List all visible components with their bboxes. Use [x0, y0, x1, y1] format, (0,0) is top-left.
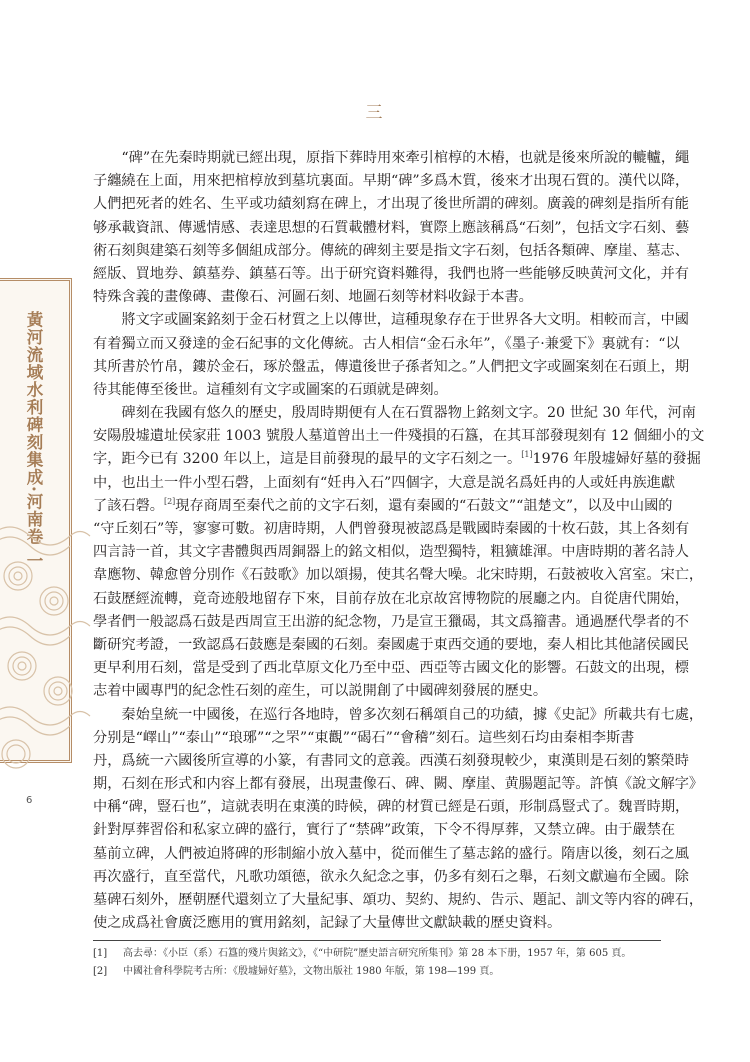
text-segment: 1976 年殷墟婦好墓的發掘	[532, 451, 701, 468]
text-line: 待其能傳至後世。這種刻有文字或圖案的石頭就是碑刻。	[93, 381, 448, 398]
text-line	[93, 448, 701, 471]
text-line: 丹，爲統一六國後所宣導的小篆，有書同文的意義。西漢石刻發現較少，東漢則是石刻的繁榮時	[93, 752, 689, 769]
text-line: 子纏繞在上面，用來把棺椁放到墓坑裏面。早期“碑”多爲木質，後來才出現石質的。漢代以降，	[93, 173, 690, 190]
paragraph	[93, 402, 705, 703]
footnote	[93, 963, 661, 981]
text-line	[93, 495, 673, 518]
text-segment: 現存商周至秦代之前的文字石刻，還有秦國的“石鼓文”“詛楚文”，以及中山國的	[175, 497, 673, 514]
paragraph	[93, 704, 704, 936]
section-number: 三	[365, 103, 385, 123]
text-line: 期，石刻在形式和内容上都有發展，出現畫像石、碑、闕、摩崖、黄腸題記等。許慎《說文解字》	[93, 776, 704, 793]
spine-title: 黃河流域水利碑刻集成·河南卷 一	[24, 311, 43, 570]
text-line: 使之成爲社會廣泛應用的實用銘刻，記録了大量傳世文獻缺載的歷史資料。	[93, 915, 562, 932]
footnote-mark: [2]	[93, 966, 108, 977]
text-line: 中，也出土一件小型石磬，上面刻有“妊冉入石”四個字，大意是説名爲妊冉的人或妊冉族進獻	[93, 474, 676, 491]
paragraph	[93, 147, 690, 309]
text-segment: 了該石磬。	[93, 497, 164, 514]
text-line: 經版、買地券、鎮墓券、鎮墓石等。出于研究資料難得，我們也將一些能够反映黄河文化，并有	[93, 265, 689, 282]
footnotes	[93, 945, 661, 981]
text-line: “碑”在先秦時期就已經出現，原指下葬時用來牽引棺椁的木樁，也就是後來所說的轆轤，繩	[93, 150, 690, 166]
text-line: 再次盛行，直至當代，凡歌功頌德，欲永久紀念之事，仍多有刻石之舉，石刻文獻遍布全國。除	[93, 868, 689, 885]
text-line: 人們把死者的姓名、生平或功績刻寫在碑上，才出現了後世所謂的碑刻。廣義的碑刻是指所有能	[93, 196, 689, 213]
text-line: 將文字或圖案銘刻于金石材質之上以傳世，這種現象存在于世界各大文明。相較而言，中國	[93, 312, 689, 329]
page-number: 6	[26, 795, 33, 806]
footnote	[93, 945, 661, 963]
footnote-ref: [2]	[163, 496, 176, 506]
text-line: “守丘刻石”等，寥寥可數。初唐時期，人們曾發現被認爲是戰國時秦國的十枚石鼓，其上各刻有	[93, 521, 690, 537]
text-line: 更早利用石刻，當是受到了西北草原文化乃至中亞、西亞等古國文化的影響。石鼓文的出現，標	[93, 660, 689, 677]
footnote-text: 中國社會科學院考古所：《殷墟婦好墓》，文物出版社 1980 年版，第 198—199 頁。	[123, 966, 500, 977]
footnote-text: 高去尋：《小臣（系）石簋的殘片與銘文》，《“中研院”歷史語言研究所集刊》第 28 本下册，1957 年，第 605 頁。	[123, 948, 632, 959]
text-line: 韋應物、韓愈曾分別作《石鼓歌》加以頌揚，使其名聲大噪。北宋時期，石鼓被收入宮室。宋亡，	[93, 567, 704, 584]
text-line: 分别是“嶧山”“泰山”“琅琊”“之罘”“東觀”“碣石”“會稽”刻石。這些刻石均由秦相李斯書	[93, 729, 635, 746]
footnote-rule	[93, 940, 661, 941]
text-line: 斷研究考證，一致認爲石鼓應是秦國的石刻。秦國處于東西交通的要地，秦人相比其他諸侯國民	[93, 636, 689, 653]
text-line: 够承載資訊、傳遞情感、表達思想的石質載體材料，實際上應該稱爲“石刻”，包括文字石刻、藝	[93, 219, 690, 236]
text-line: 碑刻在我國有悠久的歷史，殷周時期便有人在石質器物上銘刻文字。20 世紀 30 年代，河南	[93, 405, 696, 422]
text-segment: 字，距今已有 3200 年以上，這是目前發現的最早的文字石刻之一。	[93, 451, 522, 468]
footnote-mark: [1]	[93, 948, 108, 959]
text-line: 針對厚葬習俗和私家立碑的盛行，實行了“禁碑”政策，下令不得厚葬，又禁立碑。由于嚴禁在	[93, 822, 676, 839]
cloud-pattern-icon	[0, 516, 72, 766]
footnote-ref: [1]	[521, 450, 533, 460]
text-line: 石鼓歷經流轉，竟奇迹般地留存下來，目前存放在北京故宮博物院的展廳之内。自從唐代開始，	[93, 590, 689, 607]
text-line: 志着中國專門的紀念性石刻的産生，可以説開創了中國碑刻發展的歷史。	[93, 683, 548, 700]
spine-label-box	[0, 278, 72, 763]
text-line: 四言詩一首，其文字書體與西周銅器上的銘文相似，造型獨特，粗獷雄渾。中唐時期的著名詩人	[93, 544, 689, 561]
text-line: 墓碑石刻外，歷朝歷代還刻立了大量紀事、頌功、契約、規約、告示、題記、訓文等内容的碑石，	[93, 892, 704, 908]
text-line: 秦始皇統一中國後，在巡行各地時，曾多次刻石稱頌自己的功績，據《史記》所載共有七處，	[93, 706, 704, 723]
text-line: 其所書於竹帛，鏤於金石，琢於盤盂，傳遺後世子孫者知之。”人們把文字或圖案刻在石頭上，期	[93, 358, 690, 375]
text-line: 墓前立碑，人們被迫將碑的形制縮小放入墓中，從而催生了墓志銘的盛行。隋唐以後，刻石之風	[93, 845, 689, 862]
text-line: 學者們一般認爲石鼓是西周宣王出游的紀念物，乃是宣王獵碣，其文爲籀書。通過歷代學者的不	[93, 613, 689, 630]
text-line: 特殊含義的畫像磚、畫像石、河圖石刻、地圖石刻等材料收録于本書。	[93, 289, 533, 306]
body-text	[93, 147, 705, 935]
text-line: 中稱“碑，豎石也”，這就表明在東漢的時候，碑的材質已經是石頭，形制爲豎式了。魏晋時期，	[93, 799, 690, 816]
text-line: 術石刻與建築石刻等多個組成部分。傳統的碑刻主要是指文字石刻，包括各類碑、摩崖、墓志、	[93, 242, 689, 259]
text-line: 有着獨立而又發達的金石紀事的文化傳統。古人相信“金石永年”，《墨子·兼愛下》裏就有：“以	[93, 335, 680, 352]
paragraph	[93, 309, 690, 402]
text-line: 安陽殷墟遺址侯家莊 1003 號殷人墓道曾出土一件殘損的石簋，在其耳部發現刻有 12 個細小的文	[93, 428, 705, 445]
